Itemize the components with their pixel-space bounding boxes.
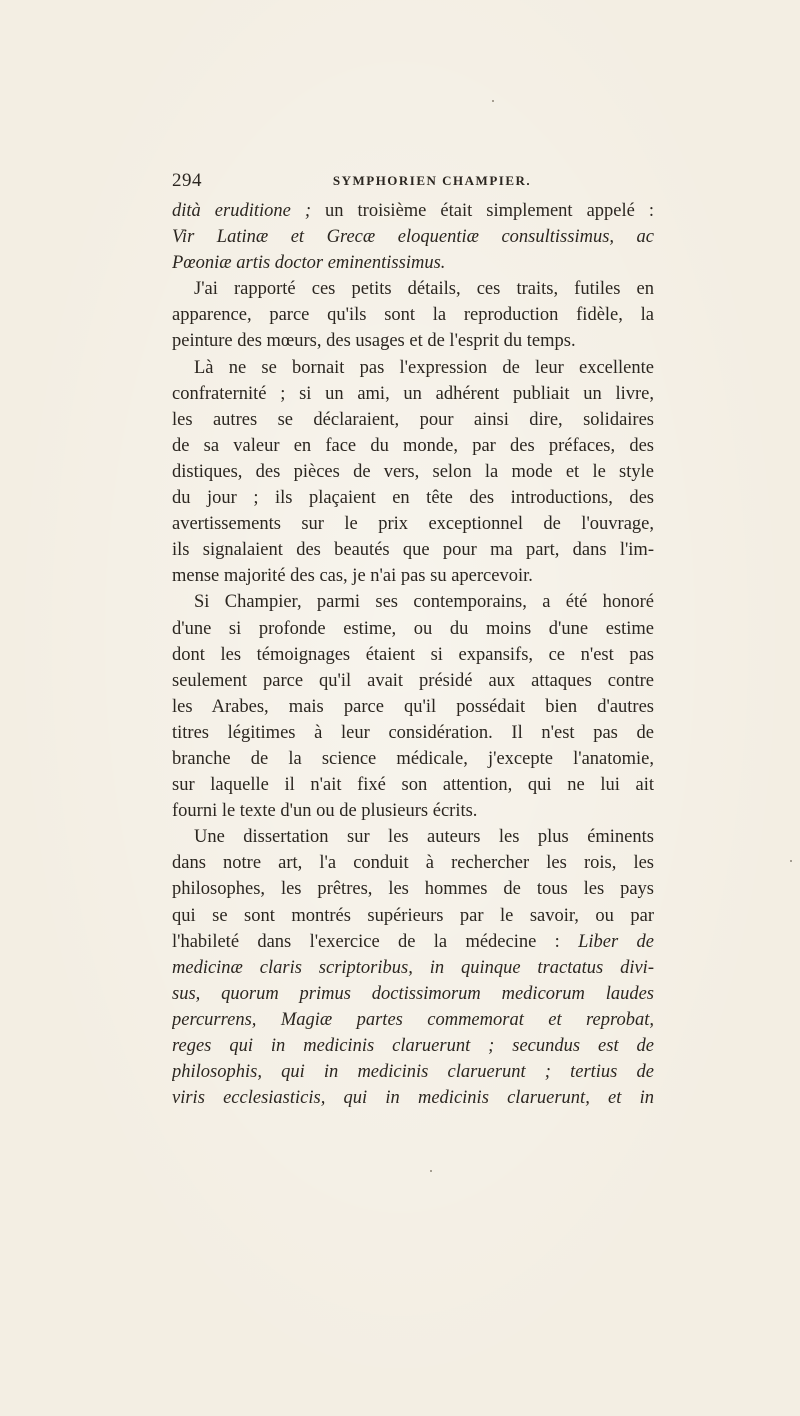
text-run: avertissements sur le prix exceptionnel de l'ouvrage, <box>172 514 654 535</box>
text-line <box>172 459 654 485</box>
text-run: confraternité ; si un ami, un adhérent publiait un livre, <box>172 383 654 404</box>
text-line <box>172 381 654 407</box>
text-line <box>172 668 654 694</box>
text-run: Si Champier, parmi ses contemporains, a été honoré <box>194 592 654 613</box>
text-line <box>172 929 654 955</box>
italic-text: sus, quorum primus doctissimorum medicorum laudes <box>172 983 654 1004</box>
text-line <box>172 642 654 668</box>
text-run: les autres se déclaraient, pour ainsi dire, solidaires <box>172 409 654 430</box>
text-run: de sa valeur en face du monde, par des préfaces, des <box>172 435 654 456</box>
text-line <box>172 824 654 850</box>
text-run: d'une si profonde estime, ou du moins d'une estime <box>172 618 654 639</box>
page-header <box>172 170 654 194</box>
text-run: distiques, des pièces de vers, selon la mode et le style <box>172 461 654 482</box>
text-line <box>172 537 654 563</box>
text-run: qui se sont montrés supérieurs par le savoir, ou par <box>172 905 654 926</box>
text-run: philosophes, les prêtres, les hommes de tous les pays <box>172 879 654 900</box>
text-run: dont les témoignages étaient si expansifs, ce n'est pas <box>172 644 654 665</box>
text-line <box>172 955 654 981</box>
text-line <box>172 1085 654 1111</box>
text-line <box>172 798 654 824</box>
text-line <box>172 746 654 772</box>
text-line <box>172 589 654 615</box>
text-line <box>172 328 654 354</box>
text-run: branche de la science médicale, j'excepte l'anatomie, <box>172 748 654 769</box>
text-run: peinture des mœurs, des usages et de l'esprit du temps. <box>172 331 576 352</box>
paper-speck <box>492 100 494 102</box>
text-run: mense majorité des cas, je n'ai pas su apercevoir. <box>172 566 533 587</box>
text-line <box>172 981 654 1007</box>
text-run: seulement parce qu'il avait présidé aux attaques contre <box>172 670 654 691</box>
text-line <box>172 250 654 276</box>
text-run: l'habileté dans l'exercice de la médecine : <box>172 931 579 952</box>
text-line <box>172 616 654 642</box>
text-run: J'ai rapporté ces petits détails, ces traits, futiles en <box>194 279 654 300</box>
text-run: sur laquelle il n'ait fixé son attention, qui ne lui ait <box>172 775 654 796</box>
text-line <box>172 1007 654 1033</box>
text-line <box>172 355 654 381</box>
italic-text: reges qui in medicinis claruerunt ; secundus est de <box>172 1036 654 1056</box>
text-run: du jour ; ils plaçaient en tête des introductions, des <box>172 488 654 509</box>
text-run: fourni le texte d'un ou de plusieurs écrits. <box>172 801 478 822</box>
text-line <box>172 772 654 798</box>
italic-text: medicinæ claris scriptoribus, in quinque tractatus divi- <box>172 957 654 978</box>
text-run: titres légitimes à leur considération. Il n'est pas de <box>172 722 654 743</box>
text-line <box>172 850 654 876</box>
text-line <box>172 198 654 224</box>
text-line <box>172 276 654 302</box>
text-line <box>172 407 654 433</box>
text-line <box>172 694 654 720</box>
text-run: les Arabes, mais parce qu'il possédait bien d'autres <box>172 696 654 717</box>
body-text <box>172 198 654 1111</box>
paper-speck <box>790 860 792 862</box>
text-line <box>172 485 654 511</box>
italic-text: viris ecclesiasticis, qui in medicinis claruerunt, et in <box>172 1088 654 1109</box>
italic-text: percurrens, Magiæ partes commemorat et reprobat, <box>172 1009 654 1030</box>
text-line <box>172 903 654 929</box>
text-run: ils signalaient des beautés que pour ma part, dans l'im- <box>172 540 654 561</box>
italic-text: Liber de <box>578 931 654 952</box>
italic-text: Pœoniæ artis doctor eminentissimus. <box>172 253 446 274</box>
text-run: apparence, parce qu'ils sont la reproduction fidèle, la <box>172 305 654 326</box>
text-line <box>172 511 654 537</box>
text-line <box>172 563 654 589</box>
text-line <box>172 1059 654 1085</box>
text-run: Une dissertation sur les auteurs les plus éminents <box>194 827 654 848</box>
text-line <box>172 302 654 328</box>
text-line <box>172 224 654 250</box>
text-line <box>172 433 654 459</box>
text-run: un troisième était simplement appelé : <box>311 201 654 221</box>
paper-speck <box>430 1170 432 1172</box>
text-line <box>172 1033 654 1059</box>
italic-text: Vir Latinæ et Grecæ eloquentiæ consultissimus, ac <box>172 227 654 248</box>
italic-text: dità eruditione ; <box>172 201 312 221</box>
text-line <box>172 876 654 902</box>
italic-text: philosophis, qui in medicinis claruerunt ; tertius de <box>172 1062 654 1083</box>
text-line <box>172 720 654 746</box>
text-run: dans notre art, l'a conduit à rechercher les rois, les <box>172 853 654 874</box>
text-run: Là ne se bornait pas l'expression de leur excellente <box>194 357 654 378</box>
running-title: SYMPHORIEN CHAMPIER. <box>332 173 532 188</box>
page-number: 294 <box>172 170 202 191</box>
